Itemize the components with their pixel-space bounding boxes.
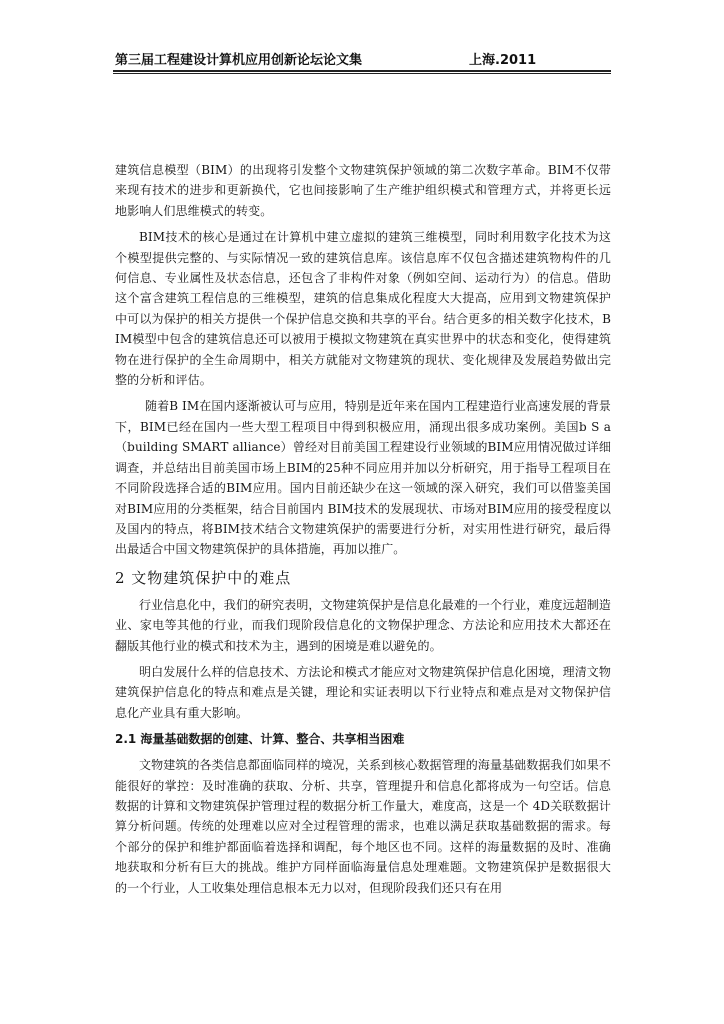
conference-location-year: 上海.2011 [469, 53, 537, 68]
body-text [115, 160, 611, 904]
proceedings-title: 第三届工程建设计算机应用创新论坛论文集 [115, 53, 363, 68]
paragraph-characteristics: 明白发展什么样的信息技术、方法论和模式才能应对文物建筑保护信息化困境，理清文物建筑保护信息化的特点和难点是关键，理论和实证表明以下行业特点和难点是对文物保护信息化产业具有重大影响。 [115, 664, 611, 720]
paragraph-bim-domestic: 随着B IM在国内逐渐被认可与应用，特别是近年来在国内工程建造行业高速发展的背景下，BIM已经在国内一些大型工程项目中得到积极应用，涌现出很多成功案例。美国b S a（building SMART alliance）曾经对目前美国工程建设行业领域的BIM应用情况做过详细调查，并总结出目前美国市场上BIM的25种不同应用并加以分析研究，用于指导工程项目在不同阶段选择合适的BIM应用。国内目前还缺少在这一领域的深入研究，我们可以借鉴美国对BIM应用的分类框架，结合目前国内 BIM技术的发展现状、市场对BIM应用的接受程度以及国内的特点，将BIM技术结合文物建筑保护的需要进行分析，对实用性进行研究，最后得出最适合中国文物建筑保护的具体措施，再加以推广。 [115, 399, 611, 557]
header-rule-thick [113, 70, 611, 72]
section-heading-2-1: 2.1 海量基础数据的创建、计算、整合、共享相当困难 [115, 732, 405, 747]
paragraph-bim-revolution: 建筑信息模型（BIM）的出现将引发整个文物建筑保护领域的第二次数字革命。BIM不仅带来现有技术的进步和更新换代，它也间接影响了生产维护组织模式和管理方式，并将更长远地影响人们思维模式的转变。 [115, 163, 611, 218]
paragraph-massive-data: 文物建筑的各类信息都面临同样的境况，关系到核心数据管理的海量基础数据我们如果不能很好的掌控：及时准确的获取、分析、共享，管理提升和信息化都将成为一句空话。信息数据的计算和文物建筑保护管理过程的数据分析工作量大，难度高，这是一个 4D关联数据计算分析问题。传统的处理难以应对全过程管理的需求，也难以满足获取基础数据的需求。每个部分的保护和维护都面临着选择和调配，每个地区也不同。这样的海量数据的及时、准确地获取和分析有巨大的挑战。维护方同样面临海量信息处理难题。文物建筑保护是数据很大的一个行业，人工收集处理信息根本无力以对，但现阶段我们还只有在用 [115, 758, 611, 895]
header-rule-thin [113, 73, 611, 74]
running-header [113, 52, 613, 72]
paragraph-industry-informatization: 行业信息化中，我们的研究表明，文物建筑保护是信息化最难的一个行业，难度远超制造业、家电等其他的行业，而我们现阶段信息化的文物保护理念、方法论和应用技术大都还在翻版其他行业的模式和技术为主，遇到的困境是难以避免的。 [115, 597, 611, 653]
section-heading-2: 2 文物建筑保护中的难点 [115, 568, 292, 587]
paragraph-bim-core: BIM技术的核心是通过在计算机中建立虚拟的建筑三维模型，同时利用数字化技术为这个模型提供完整的、与实际情况一致的建筑信息库。该信息库不仅包含描述建筑物构件的几何信息、专业属性及状态信息，还包含了非构件对象（例如空间、运动行为）的信息。借助这个富含建筑工程信息的三维模型，建筑的信息集成化程度大大提高，应用到文物建筑保护中可以为保护的相关方提供一个保护信息交换和共享的平台。结合更多的相关数字化技术，BIM模型中包含的建筑信息还可以被用于模拟文物建筑在真实世界中的状态和变化，使得建筑物在进行保护的全生命周期中，相关方就能对文物建筑的现状、变化规律及发展趋势做出完整的分析和评估。 [115, 230, 611, 388]
